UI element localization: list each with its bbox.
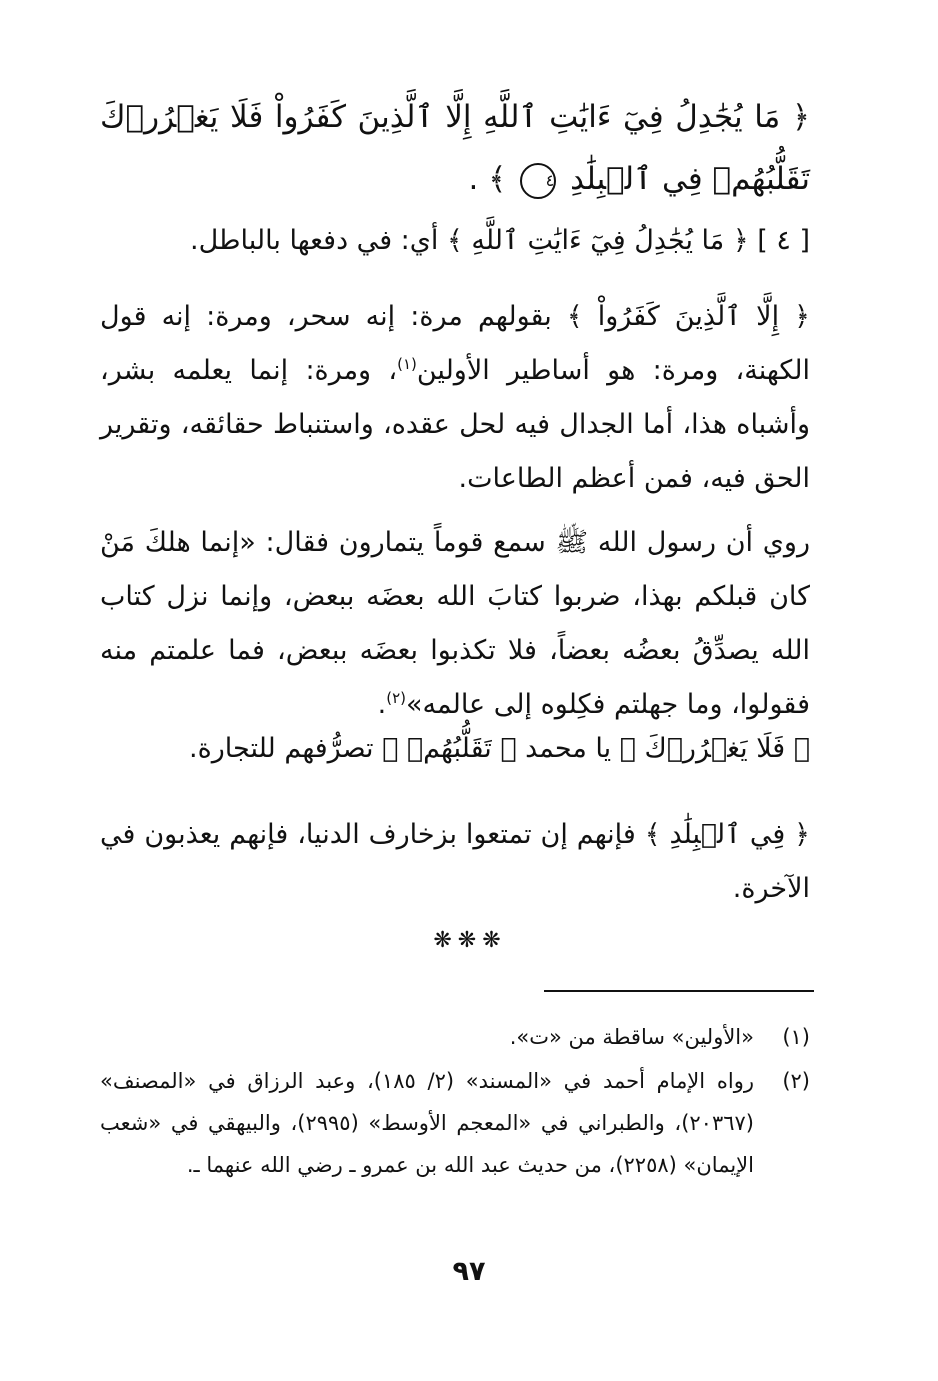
paragraph-hadith — [100, 516, 810, 732]
paragraph-disbelievers — [100, 290, 810, 506]
paragraph-text: ﴿ إِلَّا ٱلَّذِينَ كَفَرُواْ ﴾ بقولهم مرة: إنه سحر، ومرة: إنه قول الكهنة، ومرة: هو أساطير الأولين — [100, 301, 810, 386]
paragraph-text: . — [377, 689, 387, 720]
paragraph-text: ، ومرة: إنما يعلمه بشر، وأشباه هذا، أما الجدال فيه لحل عقده، واستنباط حقائقه، وتقرير الحق فيه، فمن أعظم الطاعات. — [100, 355, 810, 494]
footnote-ref-1: (١) — [397, 355, 417, 373]
verse-end: ﴾ . — [468, 161, 507, 197]
footnote-number: (٢) — [782, 1069, 810, 1093]
quran-verse — [100, 86, 810, 210]
paragraph-lands: ﴿ فِي ٱلۡبِلَٰدِ ﴾ فإنهم إن تمتعوا بزخارف الدنيا، فإنهم يعذبون في الآخرة. — [100, 819, 810, 904]
footnote-separator — [544, 990, 814, 992]
verse-text: ﴿ مَا يُجَٰدِلُ فِيٓ ءَايَٰتِ ٱللَّهِ إِلَّا ٱلَّذِينَ كَفَرُواْ فَلَا يَغۡرُرۡكَ تَقَلُّبُهُمۡ فِي ٱلۡبِلَٰدِ — [100, 99, 810, 197]
paragraph-trade: ﴿ فَلَا يَغۡرُرۡكَ ﴾ يا محمد ﴿ تَقَلُّبُهُمۡ ﴾ تصرُّفهم للتجارة. — [189, 733, 810, 764]
footnote-ref-2: (٢) — [386, 689, 406, 707]
footnote-2 — [100, 1060, 810, 1186]
footnote-number: (١) — [782, 1025, 810, 1049]
footnote-text: رواه الإمام أحمد في «المسند» (٢/ ١٨٥)، وعبد الرزاق في «المصنف» (٢٠٣٦٧)، والطبراني في «المعجم الأوسط» (٢٩٩٥)، والبيهقي في «شعب الإيمان» (٢٢٥٨)، من حديث عبد الله بن عمرو ـ رضي الله عنهما ـ. — [100, 1069, 754, 1177]
footnote-text: «الأولين» ساقطة من «ت». — [509, 1025, 754, 1049]
footnotes — [100, 1016, 810, 1188]
section-divider: ❋❋❋ — [433, 928, 507, 953]
paragraph-text: روي أن رسول الله ﷺ سمع قوماً يتمارون فقال: «إنما هلكَ مَنْ كان قبلكم بهذا، ضربوا كتابَ الله بعضَه ببعض، وإنما نزل كتاب الله يصدِّقُ بعضُه بعضاً، فلا تكذبوا بعضَه ببعض، فما علمتم منه فقولوا، وما جهلتم فكِلوه إلى عالمه» — [100, 527, 810, 720]
footnote-1 — [100, 1016, 810, 1058]
ayah-number-mark: ٤ — [520, 163, 556, 199]
paragraph-verse-commentary: [ ٤ ] ﴿ مَا يُجَٰدِلُ فِيٓ ءَايَٰتِ ٱللَّهِ ﴾ أي: في دفعها بالباطل. — [190, 225, 810, 256]
page-number: ٩٧ — [452, 1256, 486, 1287]
